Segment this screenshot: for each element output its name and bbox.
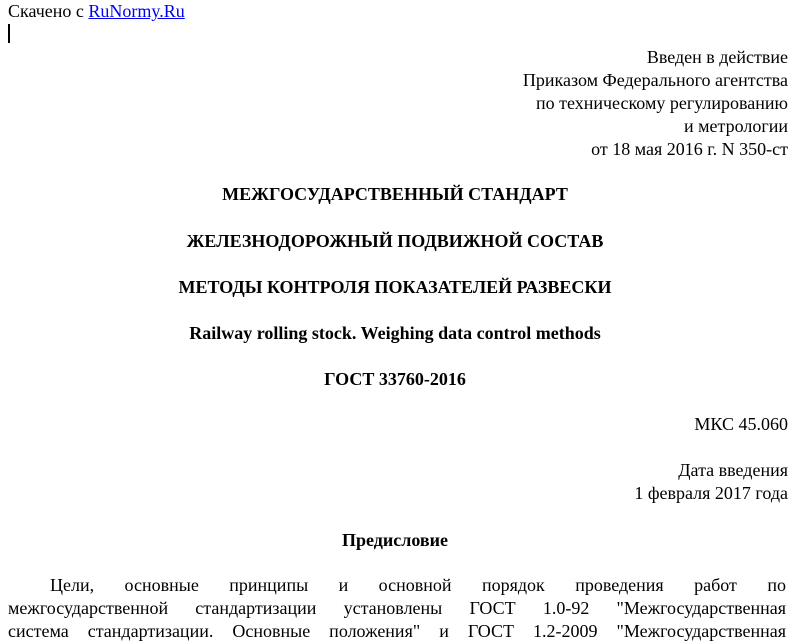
intro-date-label: Дата введения (678, 460, 788, 480)
document-title-2: МЕТОДЫ КОНТРОЛЯ ПОКАЗАТЕЛЕЙ РАЗВЕСКИ (178, 277, 612, 297)
text-cursor (8, 24, 10, 43)
enactment-line: Приказом Федерального агентства (522, 70, 788, 90)
enactment-line: Введен в действие (646, 47, 788, 67)
paragraph-line: межгосударственной стандартизации установлены ГОСТ 1.0-92 "Межгосударственная (8, 598, 786, 618)
source-prefix: Скачено с (8, 1, 89, 21)
source-link[interactable]: RuNormy.Ru (88, 1, 185, 21)
mks-code: МКС 45.060 (694, 414, 788, 434)
standard-code: ГОСТ 33760-2016 (324, 369, 466, 389)
enactment-line: по техническому регулированию (535, 93, 788, 113)
foreword-paragraph (8, 574, 786, 643)
enactment-line: и метрологии (684, 116, 788, 136)
foreword-heading: Предисловие (342, 530, 448, 550)
standard-type-heading: МЕЖГОСУДАРСТВЕННЫЙ СТАНДАРТ (222, 184, 568, 204)
document-title-1: ЖЕЛЕЗНОДОРОЖНЫЙ ПОДВИЖНОЙ СОСТАВ (186, 231, 604, 251)
document-title-english: Railway rolling stock. Weighing data control methods (189, 323, 601, 343)
enactment-block (523, 46, 788, 161)
paragraph-line: Цели, основные принципы и основной порядок проведения работ по (50, 575, 786, 595)
intro-date-value: 1 февраля 2017 года (634, 483, 788, 503)
source-line (8, 1, 185, 21)
paragraph-line: система стандартизации. Основные положения" и ГОСТ 1.2-2009 "Межгосударственная (8, 621, 786, 641)
enactment-line: от 18 мая 2016 г. N 350-ст (591, 139, 788, 159)
